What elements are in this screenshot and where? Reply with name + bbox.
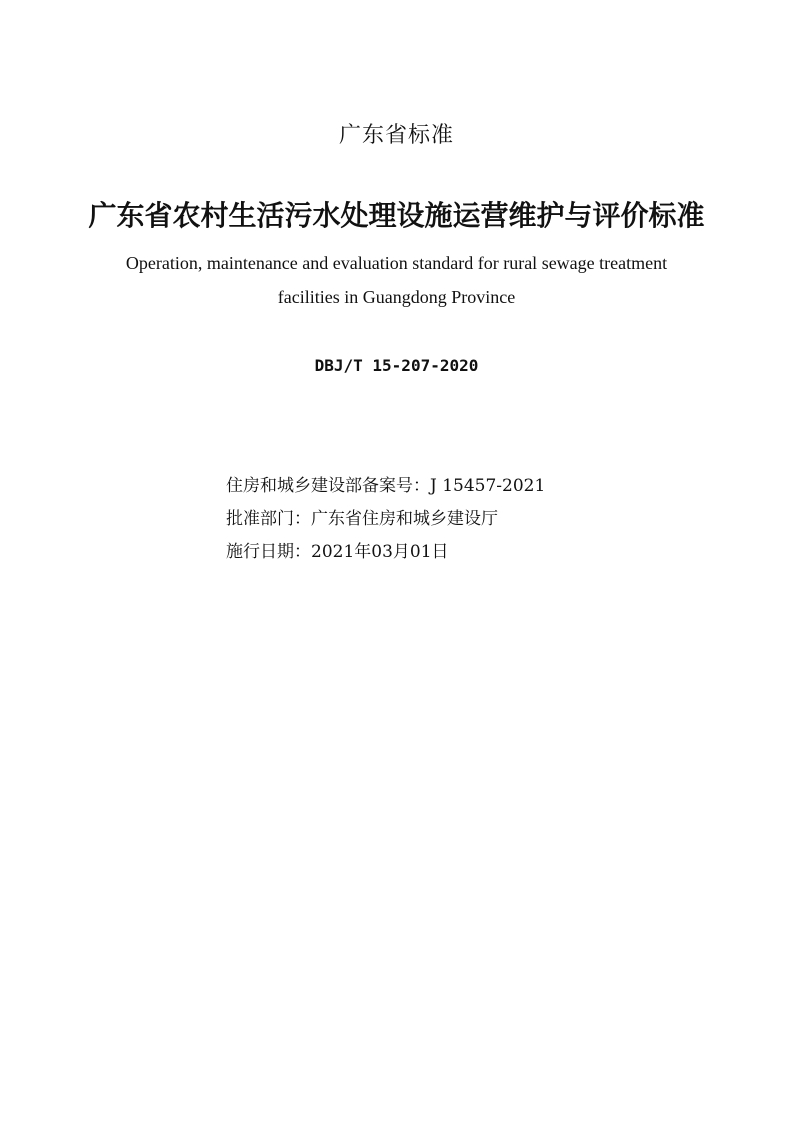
effective-date-value: 2021年03月01日	[311, 542, 449, 562]
standard-info-block	[226, 470, 746, 569]
record-number-label: 住房和城乡建设部备案号：	[226, 476, 430, 496]
approver-label: 批准部门：	[226, 509, 311, 529]
chinese-title: 广东省农村生活污水处理设施运营维护与评价标准	[88, 199, 705, 232]
standard-code: DBJ/T 15-207-2020	[314, 356, 479, 375]
record-number-value: J 15457-2021	[430, 476, 546, 496]
english-title-line-2: facilities in Guangdong Province	[277, 287, 516, 307]
approver-row	[226, 503, 746, 536]
standard-category: 广东省标准	[338, 123, 454, 148]
effective-date-row	[226, 536, 746, 569]
english-title	[90, 246, 703, 314]
record-number-row	[226, 470, 746, 503]
approver-value: 广东省住房和城乡建设厅	[311, 509, 498, 529]
effective-date-label: 施行日期：	[226, 542, 311, 562]
english-title-line-1: Operation, maintenance and evaluation standard for rural sewage treatment	[125, 253, 668, 273]
